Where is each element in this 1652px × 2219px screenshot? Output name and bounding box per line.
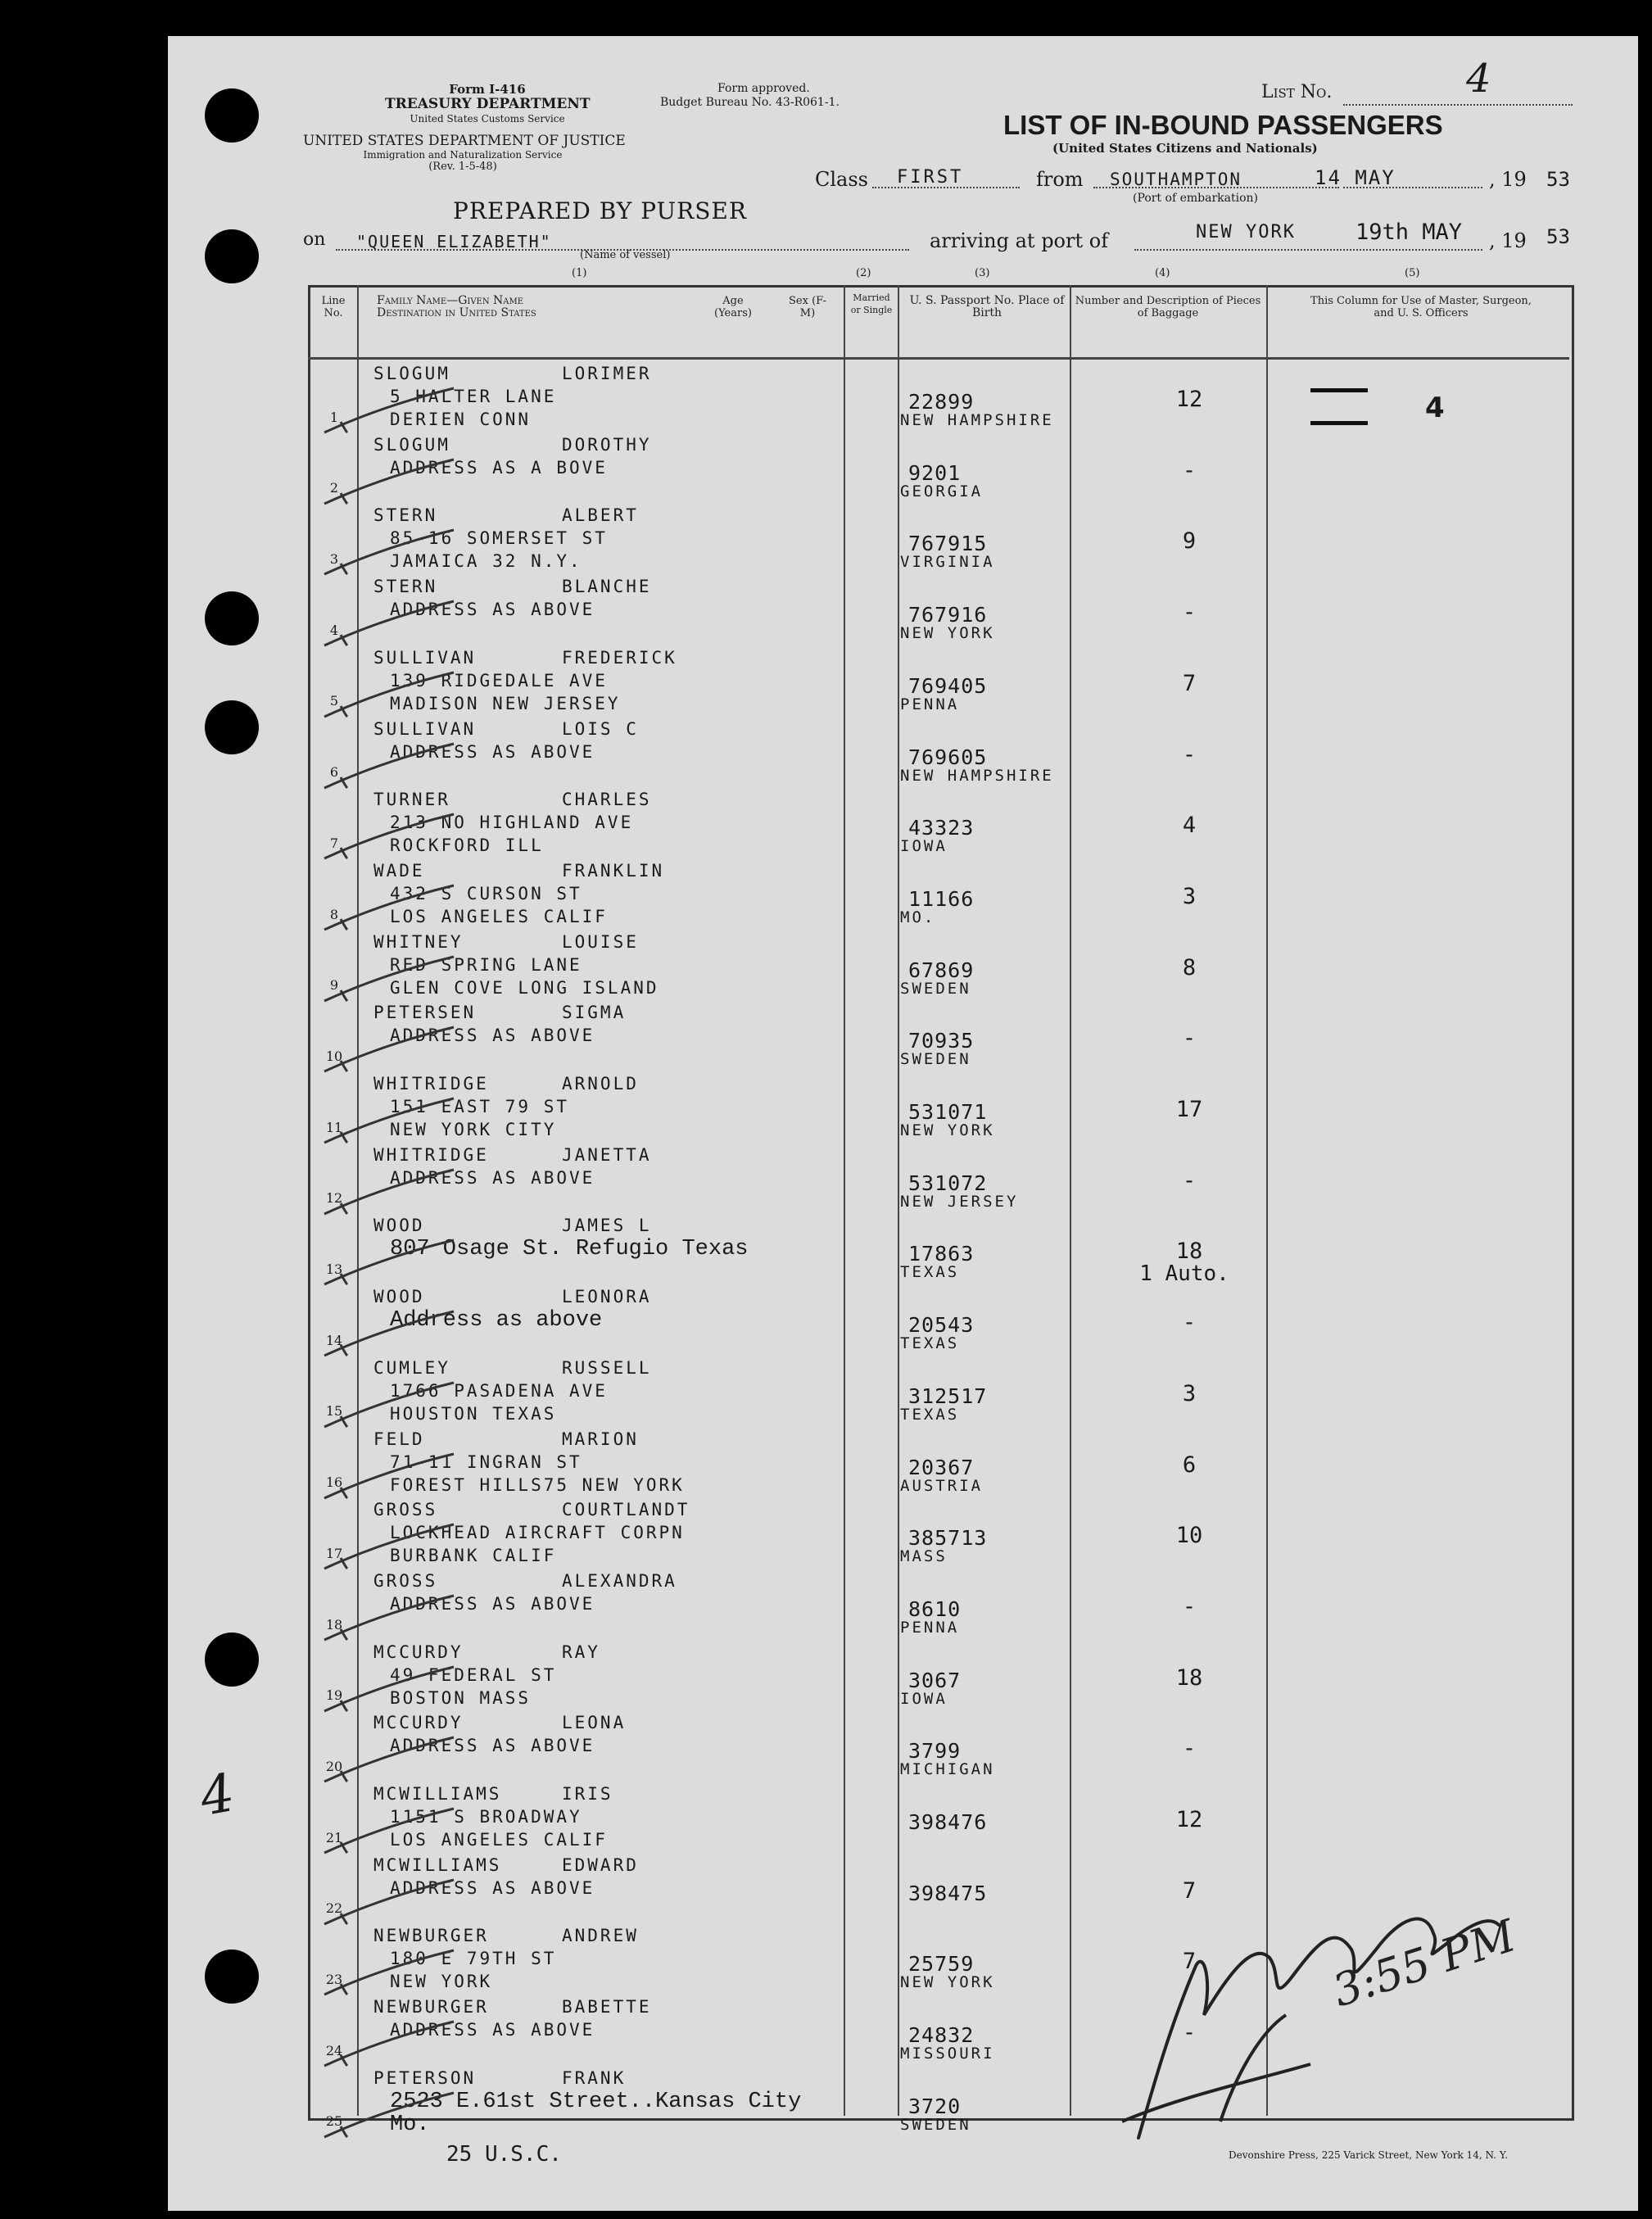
passport-number: 24832	[908, 2023, 975, 2048]
address-line-1: 807 Osage St. Refugio Texas	[390, 1237, 749, 1262]
place-of-birth: VIRGINIA	[900, 553, 995, 572]
line-number: 14	[325, 1332, 343, 1348]
table-row	[308, 713, 1569, 784]
on-label: on	[303, 229, 326, 250]
check-mark	[316, 882, 455, 931]
address-line-1: 1766 PASADENA AVE	[390, 1380, 608, 1401]
footer-press: Devonshire Press, 225 Varick Street, New York 14, N. Y.	[1229, 2149, 1509, 2161]
check-mark	[316, 2090, 455, 2139]
col-num-1: (1)	[572, 267, 587, 279]
address-line-1: ADDRESS AS ABOVE	[390, 1167, 595, 1188]
col-head-passport: U. S. Passport No. Place of Birth	[909, 294, 1065, 319]
customs-service: United States Customs Service	[410, 113, 565, 125]
table-row	[308, 854, 1569, 926]
address-line-1: 2523 E.61st Street..Kansas City	[390, 2089, 802, 2114]
line-number: 17	[325, 1545, 343, 1561]
place-of-birth: TEXAS	[900, 1263, 960, 1282]
baggage-count: -	[1182, 600, 1197, 626]
table-row	[308, 499, 1569, 570]
form-approved: Form approved.	[717, 82, 810, 95]
line-number: 9	[329, 977, 339, 994]
baggage-count: -	[1182, 457, 1197, 483]
arrival-year: 53	[1546, 225, 1570, 248]
check-mark	[316, 1521, 455, 1570]
form-subtitle: (United States Citizens and Nationals)	[1052, 141, 1318, 156]
family-name: MCCURDY	[373, 1713, 464, 1733]
baggage-count: 6	[1182, 1451, 1197, 1478]
address-line-2: HOUSTON TEXAS	[390, 1403, 557, 1424]
address-line-1: RED SPRING LANE	[390, 954, 582, 975]
address-line-2: BOSTON MASS	[390, 1687, 532, 1708]
given-name: LOIS C	[562, 718, 639, 739]
margin-mark: 4	[195, 1763, 239, 1828]
address-line-1: ADDRESS AS ABOVE	[390, 1026, 595, 1046]
year-prefix-2: , 19	[1489, 229, 1527, 252]
justice-dept: UNITED STATES DEPARTMENT OF JUSTICE	[303, 133, 626, 149]
table-row	[308, 1706, 1569, 1777]
address-line-1: ADDRESS AS ABOVE	[390, 1736, 595, 1756]
approval-block	[660, 82, 840, 110]
line-number: 21	[325, 1829, 343, 1845]
vessel-note: (Name of vessel)	[580, 249, 671, 261]
given-name: IRIS	[562, 1784, 613, 1804]
given-name: LEONA	[562, 1713, 627, 1733]
table-row	[308, 1280, 1569, 1352]
baggage-count: -	[1182, 1593, 1197, 1619]
baggage-count: 7	[1182, 1877, 1197, 1904]
check-mark	[316, 669, 455, 718]
address-line-1: 1151 S BROADWAY	[390, 1807, 582, 1827]
given-name: DOROTHY	[562, 434, 652, 455]
given-name: LORIMER	[562, 364, 652, 383]
check-mark	[316, 811, 455, 860]
given-name: BABETTE	[562, 1997, 652, 2017]
baggage-count: 17	[1175, 1097, 1203, 1122]
baggage-count: 10	[1175, 1523, 1203, 1549]
family-name: WHITRIDGE	[373, 1074, 489, 1094]
table-row	[308, 1777, 1569, 1849]
place-of-birth: SWEDEN	[900, 979, 971, 998]
list-no-value: 4	[1466, 56, 1491, 102]
family-name: WOOD	[373, 1287, 425, 1307]
line-number: 4	[329, 622, 339, 638]
class-label: Class	[815, 168, 868, 191]
passport-number: 767916	[908, 603, 988, 627]
baggage-count: 12	[1175, 1807, 1203, 1832]
baggage-count: -	[1182, 1736, 1197, 1762]
officer-mark: 4	[1425, 392, 1445, 424]
address-line-2: DERIEN CONN	[390, 410, 532, 429]
place-of-birth: MASS	[900, 1547, 948, 1566]
col-head-name-block	[377, 295, 536, 319]
family-name: WADE	[373, 860, 425, 881]
passport-number: 767915	[908, 532, 988, 556]
line-number: 20	[325, 1758, 343, 1774]
col-head-line: Line No.	[321, 295, 346, 319]
binder-hole	[205, 229, 259, 283]
passport-number: 70935	[908, 1029, 975, 1053]
given-name: RUSSELL	[562, 1357, 652, 1378]
address-line-1: ADDRESS AS ABOVE	[390, 1593, 595, 1614]
given-name: ARNOLD	[562, 1074, 639, 1094]
given-name: BLANCHE	[562, 577, 652, 597]
baggage-count: -	[1182, 1167, 1197, 1193]
place-of-birth: MO.	[900, 908, 936, 926]
place-of-birth: NEW JERSEY	[900, 1192, 1019, 1211]
address-line-2: Mo.	[390, 2112, 430, 2137]
binder-hole	[205, 700, 259, 754]
line-number: 6	[329, 764, 339, 781]
family-name: GROSS	[373, 1570, 438, 1591]
line-number: 19	[325, 1687, 343, 1704]
passport-number: 67869	[908, 958, 975, 982]
address-line-1: 85-16 SOMERSET ST	[390, 528, 608, 549]
family-name: STERN	[373, 505, 438, 526]
address-line-2: BURBANK CALIF	[390, 1546, 557, 1566]
check-mark	[316, 1592, 455, 1642]
place-of-birth: TEXAS	[900, 1405, 960, 1424]
address-line-2: ROCKFORD ILL	[390, 836, 544, 856]
footer-usc: 25 U.S.C.	[446, 2142, 562, 2167]
line-number: 13	[325, 1261, 343, 1278]
address-line-1: 151 EAST 79 ST	[390, 1097, 570, 1116]
passport-number: 769605	[908, 745, 988, 769]
table-row	[308, 1565, 1569, 1636]
baggage-count: 18	[1175, 1664, 1203, 1691]
check-mark	[316, 740, 455, 790]
passport-number: 11166	[908, 886, 975, 911]
family-name: CUMLEY	[373, 1357, 450, 1378]
justice-block	[303, 133, 626, 173]
table-row	[308, 428, 1569, 500]
check-mark	[316, 1664, 455, 1713]
treasury-dept: TREASURY DEPARTMENT	[385, 96, 591, 112]
place-of-birth: MISSOURI	[900, 2045, 995, 2063]
baggage-count: 8	[1182, 954, 1197, 980]
arriving-label: arriving at port of	[930, 229, 1109, 252]
embark-date: 14 MAY	[1315, 166, 1396, 189]
line-number: 5	[329, 693, 339, 709]
passport-number: 312517	[908, 1383, 988, 1408]
passport-number: 43323	[908, 816, 975, 840]
family-name: MCWILLIAMS	[373, 1784, 502, 1804]
table-row	[308, 783, 1569, 854]
embark-note: (Port of embarkation)	[1133, 192, 1258, 205]
line-number: 10	[325, 1048, 343, 1064]
col-head-sex: Sex (F-M)	[789, 295, 826, 319]
form-id-block	[385, 82, 590, 126]
family-name: GROSS	[373, 1500, 438, 1520]
year-prefix-1: , 19	[1489, 168, 1527, 191]
given-name: LEONORA	[562, 1287, 652, 1307]
check-mark	[316, 1734, 455, 1783]
family-name: WHITNEY	[373, 931, 464, 952]
class-value: FIRST	[897, 167, 964, 188]
address-line-1: 432 S CURSON ST	[390, 883, 582, 903]
place-of-birth: NEW HAMPSHIRE	[900, 411, 1054, 429]
place-of-birth: IOWA	[900, 837, 948, 856]
family-name: SULLIVAN	[373, 718, 477, 739]
place-of-birth: NEW YORK	[900, 624, 995, 643]
budget-bureau: Budget Bureau No. 43-R061-1.	[660, 96, 840, 109]
check-mark	[316, 1237, 455, 1286]
arrival-line	[1134, 249, 1482, 251]
address-line-2: NEW YORK	[390, 1972, 493, 1992]
baggage-count: 3	[1182, 883, 1197, 909]
check-mark	[316, 1451, 455, 1500]
given-name: COURTLANDT	[562, 1500, 690, 1520]
address-line-1: 180 E 79TH ST	[390, 1949, 557, 1969]
family-name: MCWILLIAMS	[373, 1854, 502, 1875]
baggage-count: -	[1182, 1026, 1197, 1052]
arrival-date: 19th MAY	[1356, 220, 1463, 245]
family-name: NEWBURGER	[373, 1997, 489, 2017]
form-id: Form I-416	[449, 82, 526, 97]
family-name: WOOD	[373, 1216, 425, 1236]
table-row	[308, 1493, 1569, 1565]
passport-number: 3720	[908, 2094, 962, 2118]
check-mark	[316, 1947, 455, 1996]
place-of-birth: NEW HAMPSHIRE	[900, 766, 1054, 785]
family-name: MCCURDY	[373, 1642, 464, 1662]
address-line-1: 139 RIDGEDALE AVE	[390, 670, 608, 691]
table-row	[308, 1636, 1569, 1707]
table-row	[308, 926, 1569, 997]
col-num-2: (2)	[856, 267, 871, 279]
col-head-baggage: Number and Description of Pieces of Baggage	[1075, 295, 1261, 319]
given-name: CHARLES	[562, 790, 652, 810]
check-mark	[316, 1308, 455, 1357]
passport-number: 9201	[908, 460, 962, 485]
line-number: 11	[325, 1119, 343, 1135]
family-name: PETERSON	[373, 2067, 477, 2088]
given-name: ALEXANDRA	[562, 1570, 677, 1591]
baggage-count: 7	[1182, 670, 1197, 696]
passport-number: 25759	[908, 1952, 975, 1977]
given-name: MARION	[562, 1429, 639, 1449]
address-line-2: JAMAICA 32 N.Y.	[390, 551, 582, 572]
baggage-count: 3	[1182, 1380, 1197, 1406]
check-mark	[316, 1024, 455, 1073]
address-line-1: Address as above	[390, 1308, 603, 1334]
baggage-count: 4	[1182, 813, 1197, 839]
table-row	[308, 641, 1569, 713]
passport-number: 531071	[908, 1100, 988, 1124]
passport-number: 20367	[908, 1455, 975, 1479]
passport-number: 3799	[908, 1739, 962, 1764]
check-mark	[316, 953, 455, 1003]
prepared-by: PREPARED BY PURSER	[453, 197, 747, 224]
place-of-birth: NEW YORK	[900, 1121, 995, 1139]
given-name: EDWARD	[562, 1854, 639, 1875]
address-line-1: LOCKHEAD AIRCRAFT CORPN	[390, 1523, 685, 1543]
check-mark	[316, 385, 455, 434]
family-name: WHITRIDGE	[373, 1144, 489, 1165]
from-label: from	[1036, 168, 1084, 191]
ins-service: Immigration and Naturalization Service	[363, 149, 563, 161]
signature-time: 3:55 PM	[1326, 1909, 1522, 2017]
line-number: 8	[329, 906, 339, 922]
baggage-count: 9	[1182, 528, 1197, 555]
col-head-dest: Destination in United States	[377, 306, 536, 319]
given-name: RAY	[562, 1642, 600, 1662]
address-line-2: FOREST HILLS75 NEW YORK	[390, 1474, 685, 1495]
binder-hole	[205, 1633, 259, 1687]
passport-number: 398476	[908, 1810, 988, 1834]
col-head-name: Family Name—Given Name	[377, 294, 524, 307]
address-line-2: LOS ANGELES CALIF	[390, 906, 608, 926]
passport-number: 20543	[908, 1313, 975, 1338]
check-mark	[316, 1095, 455, 1144]
line-number: 25	[325, 2113, 343, 2130]
line-number: 15	[325, 1403, 343, 1420]
binder-hole	[205, 88, 259, 143]
place-of-birth: TEXAS	[900, 1334, 960, 1353]
line-number: 16	[325, 1474, 343, 1491]
line-number: 12	[325, 1190, 343, 1207]
line-number: 24	[325, 2042, 343, 2058]
line-number: 18	[325, 1616, 343, 1633]
place-of-birth: MICHIGAN	[900, 1760, 995, 1779]
place-of-birth: GEORGIA	[900, 482, 984, 500]
given-name: SIGMA	[562, 1003, 627, 1023]
arrival-port: NEW YORK	[1196, 222, 1296, 242]
given-name: FRANK	[562, 2067, 627, 2088]
line-number: 22	[325, 1900, 343, 1917]
check-mark	[316, 1805, 455, 1854]
col-head-married: Married or Single	[850, 292, 893, 315]
address-line-1: ADDRESS AS ABOVE	[390, 1877, 595, 1898]
given-name: FREDERICK	[562, 647, 677, 668]
place-of-birth: PENNA	[900, 695, 960, 713]
binder-hole	[205, 1950, 259, 2004]
passport-number: 22899	[908, 390, 975, 414]
baggage-count: -	[1182, 741, 1197, 768]
baggage-count: 12	[1175, 387, 1203, 412]
table-row	[308, 1352, 1569, 1423]
line-number: 23	[325, 1972, 343, 1988]
passport-number: 398475	[908, 1881, 988, 1905]
family-name: PETERSEN	[373, 1003, 477, 1023]
address-line-1: 5 HALTER LANE	[390, 387, 557, 406]
line-number: 1	[329, 409, 339, 425]
check-mark	[316, 1166, 455, 1216]
list-no-label: List No.	[1261, 82, 1333, 102]
check-mark	[316, 1379, 455, 1429]
address-line-1: ADDRESS AS ABOVE	[390, 741, 595, 762]
col-head-officer: This Column for Use of Master, Surgeon, and U. S. Officers	[1310, 295, 1532, 319]
family-name: SLOGUM	[373, 434, 450, 455]
table-row	[308, 570, 1569, 641]
family-name: FELD	[373, 1429, 425, 1449]
passport-number: 8610	[908, 1596, 962, 1621]
inspector-signature	[1106, 1876, 1564, 2154]
address-line-2: MADISON NEW JERSEY	[390, 693, 621, 713]
place-of-birth: NEW YORK	[900, 1973, 995, 1992]
line-number: 2	[329, 480, 339, 496]
given-name: JANETTA	[562, 1144, 652, 1165]
revision: (Rev. 1-5-48)	[428, 161, 497, 173]
family-name: NEWBURGER	[373, 1926, 489, 1946]
given-name: JAMES L	[562, 1216, 652, 1236]
check-mark	[316, 2018, 455, 2067]
given-name: FRANKLIN	[562, 860, 665, 881]
address-line-1: 213 NO HIGHLAND AVE	[390, 813, 634, 833]
table-row	[308, 1423, 1569, 1494]
col-num-3: (3)	[975, 267, 990, 279]
passport-number: 531072	[908, 1171, 988, 1195]
table-row	[308, 357, 1569, 428]
check-mark	[316, 1877, 455, 1926]
line-number: 7	[329, 835, 339, 851]
baggage-count: -	[1182, 1310, 1197, 1336]
check-mark	[316, 456, 455, 505]
address-line-2: LOS ANGELES CALIF	[390, 1830, 608, 1850]
address-line-1: 49 FEDERAL ST	[390, 1664, 557, 1685]
col-head-age: Age (Years)	[714, 295, 752, 319]
baggage-count: 7	[1182, 1949, 1197, 1975]
given-name: ANDREW	[562, 1926, 639, 1946]
address-line-2: GLEN COVE LONG ISLAND	[390, 977, 659, 998]
place-of-birth: IOWA	[900, 1689, 948, 1708]
given-name: LOUISE	[562, 931, 639, 952]
list-no-line	[1343, 102, 1573, 106]
passport-number: 3067	[908, 1668, 962, 1692]
baggage-count: 18	[1175, 1239, 1203, 1265]
passport-number: 385713	[908, 1526, 988, 1551]
family-name: SLOGUM	[373, 364, 450, 383]
address-line-1: ADDRESS AS A BOVE	[390, 457, 608, 478]
table-row	[308, 1067, 1569, 1139]
embark-port: SOUTHAMPTON	[1110, 170, 1242, 189]
table-row	[308, 1209, 1569, 1287]
line-number: 3	[329, 551, 339, 568]
passport-number: 769405	[908, 673, 988, 698]
family-name: TURNER	[373, 790, 450, 810]
family-name: SULLIVAN	[373, 647, 477, 668]
check-mark	[316, 598, 455, 647]
place-of-birth: SWEDEN	[900, 1050, 971, 1069]
check-mark	[316, 527, 455, 576]
address-line-1: 71-11 INGRAN ST	[390, 1451, 582, 1472]
table-row	[308, 996, 1569, 1067]
family-name: STERN	[373, 577, 438, 597]
col-num-4: (4)	[1155, 267, 1170, 279]
address-line-1: ADDRESS AS ABOVE	[390, 2020, 595, 2040]
place-of-birth: AUSTRIA	[900, 1476, 984, 1495]
baggage-extra: 1 Auto.	[1139, 1261, 1229, 1287]
vessel-name: "QUEEN ELIZABETH"	[356, 232, 552, 251]
form-title: LIST OF IN-BOUND PASSENGERS	[1003, 110, 1443, 140]
binder-hole	[205, 591, 259, 645]
given-name: ALBERT	[562, 505, 639, 526]
address-line-1: ADDRESS AS ABOVE	[390, 600, 595, 620]
address-line-2: NEW YORK CITY	[390, 1120, 557, 1139]
col-num-5: (5)	[1405, 267, 1420, 279]
table-row	[308, 1139, 1569, 1210]
baggage-count: -	[1182, 2020, 1197, 2046]
place-of-birth: PENNA	[900, 1618, 960, 1637]
embark-year: 53	[1546, 168, 1570, 191]
passport-number: 17863	[908, 1242, 975, 1266]
place-of-birth: SWEDEN	[900, 2115, 971, 2134]
